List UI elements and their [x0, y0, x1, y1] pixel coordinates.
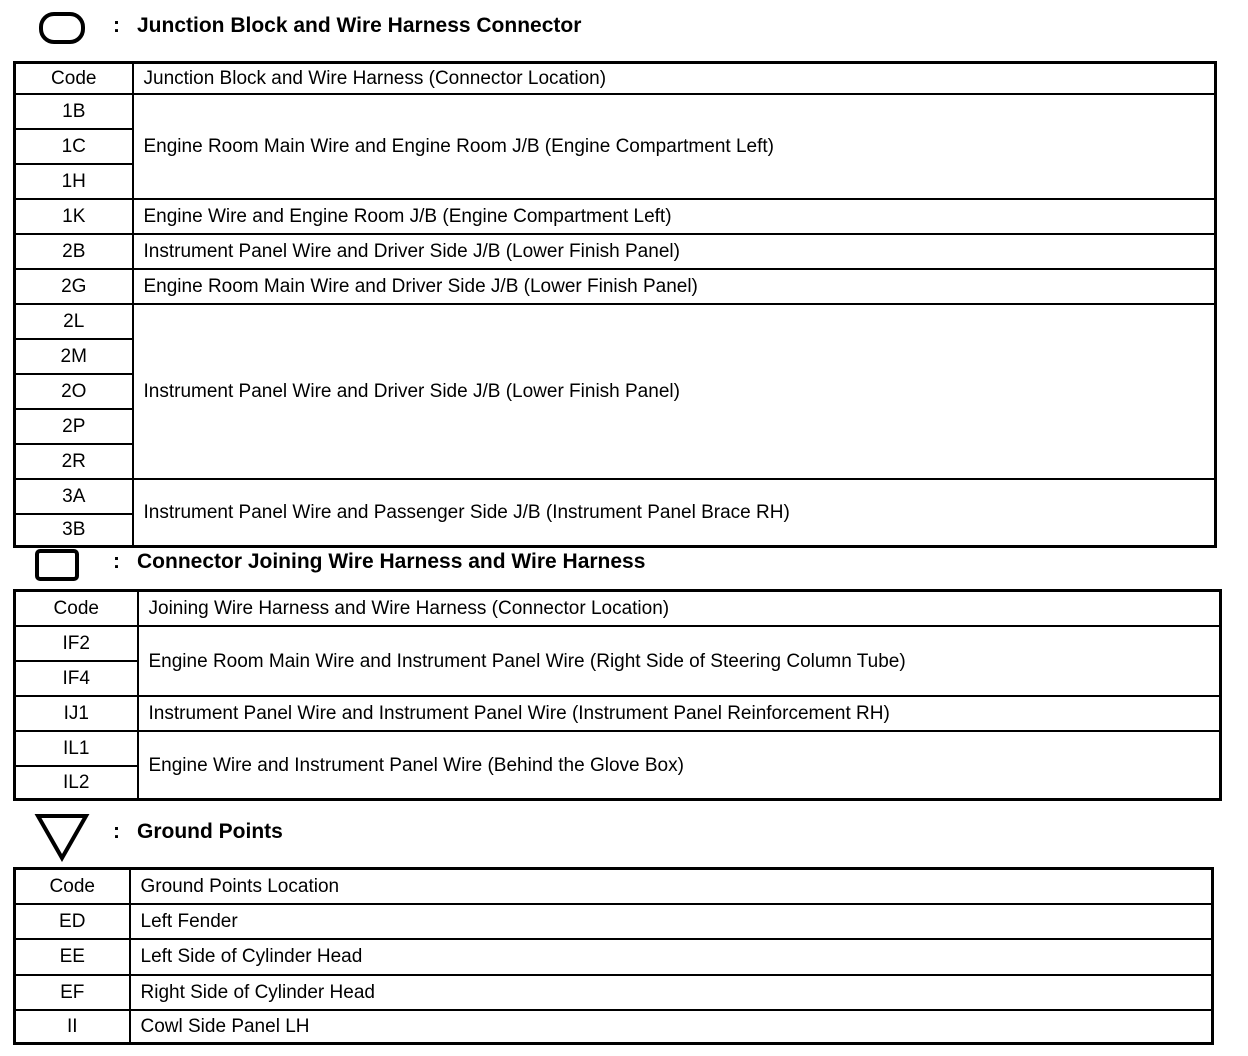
connector-location: Instrument Panel Wire and Driver Side J/B (Lower Finish Panel) — [133, 234, 1216, 269]
connector-colon: : — [113, 550, 120, 573]
ground-code: ED — [15, 904, 130, 939]
table-row — [15, 304, 1216, 339]
connector-code: IJ1 — [15, 696, 138, 731]
ground-section-title: Ground Points — [137, 820, 283, 843]
connector-code: 1K — [15, 199, 133, 234]
table-header-row — [15, 869, 1213, 905]
junction-colon: : — [113, 14, 120, 37]
ground-code: II — [15, 1010, 130, 1044]
table-row — [15, 1010, 1213, 1044]
ground-location: Left Fender — [130, 904, 1213, 939]
triangle-down-icon — [34, 812, 90, 862]
connector-code: 2O — [15, 374, 133, 409]
ground-code: EF — [15, 975, 130, 1010]
connector-location: Instrument Panel Wire and Passenger Side J/B (Instrument Panel Brace RH) — [133, 479, 1216, 547]
table-row — [15, 199, 1216, 234]
connector-code: 1H — [15, 164, 133, 199]
connector-table — [13, 589, 1222, 801]
table-row — [15, 234, 1216, 269]
table-row — [15, 731, 1221, 766]
connector-code: IL2 — [15, 766, 138, 800]
connector-section-title: Connector Joining Wire Harness and Wire Harness — [137, 550, 646, 573]
connector-code: 2P — [15, 409, 133, 444]
ground-table — [13, 867, 1214, 1045]
ground-location: Left Side of Cylinder Head — [130, 939, 1213, 975]
ground-location: Cowl Side Panel LH — [130, 1010, 1213, 1044]
table-row — [15, 269, 1216, 304]
connector-code: 3B — [15, 514, 133, 547]
ground-code: EE — [15, 939, 130, 975]
connector-code: IF2 — [15, 626, 138, 661]
connector-location: Engine Room Main Wire and Driver Side J/B (Lower Finish Panel) — [133, 269, 1216, 304]
table-header-row — [15, 63, 1216, 95]
table-row — [15, 939, 1213, 975]
connector-location: Engine Room Main Wire and Engine Room J/B (Engine Compartment Left) — [133, 94, 1216, 199]
connector-code: 2B — [15, 234, 133, 269]
connector-code: 1B — [15, 94, 133, 129]
table-row — [15, 94, 1216, 129]
connector-code: 2M — [15, 339, 133, 374]
table-row — [15, 904, 1213, 939]
connector-code: 2L — [15, 304, 133, 339]
location-column-header: Ground Points Location — [130, 869, 1213, 905]
connector-location: Instrument Panel Wire and Driver Side J/B (Lower Finish Panel) — [133, 304, 1216, 479]
ground-colon: : — [113, 820, 120, 843]
connector-code: 2G — [15, 269, 133, 304]
connector-code: IF4 — [15, 661, 138, 696]
rounded-rectangle-icon — [38, 11, 86, 45]
code-column-header: Code — [15, 869, 130, 905]
table-row — [15, 696, 1221, 731]
location-column-header: Junction Block and Wire Harness (Connector Location) — [133, 63, 1216, 95]
code-column-header: Code — [15, 591, 138, 627]
table-row — [15, 975, 1213, 1010]
connector-code: 1C — [15, 129, 133, 164]
location-column-header: Joining Wire Harness and Wire Harness (Connector Location) — [138, 591, 1221, 627]
code-column-header: Code — [15, 63, 133, 95]
connector-location: Engine Wire and Instrument Panel Wire (Behind the Glove Box) — [138, 731, 1221, 800]
table-row — [15, 626, 1221, 661]
connector-location: Engine Wire and Engine Room J/B (Engine Compartment Left) — [133, 199, 1216, 234]
table-row — [15, 479, 1216, 514]
junction-table — [13, 61, 1217, 548]
junction-section-title: Junction Block and Wire Harness Connector — [137, 14, 582, 37]
ground-location: Right Side of Cylinder Head — [130, 975, 1213, 1010]
connector-location: Engine Room Main Wire and Instrument Panel Wire (Right Side of Steering Column Tube) — [138, 626, 1221, 696]
rectangle-icon — [34, 548, 80, 582]
connector-code: 2R — [15, 444, 133, 479]
connector-code: 3A — [15, 479, 133, 514]
table-header-row — [15, 591, 1221, 627]
connector-code: IL1 — [15, 731, 138, 766]
connector-location: Instrument Panel Wire and Instrument Panel Wire (Instrument Panel Reinforcement RH) — [138, 696, 1221, 731]
